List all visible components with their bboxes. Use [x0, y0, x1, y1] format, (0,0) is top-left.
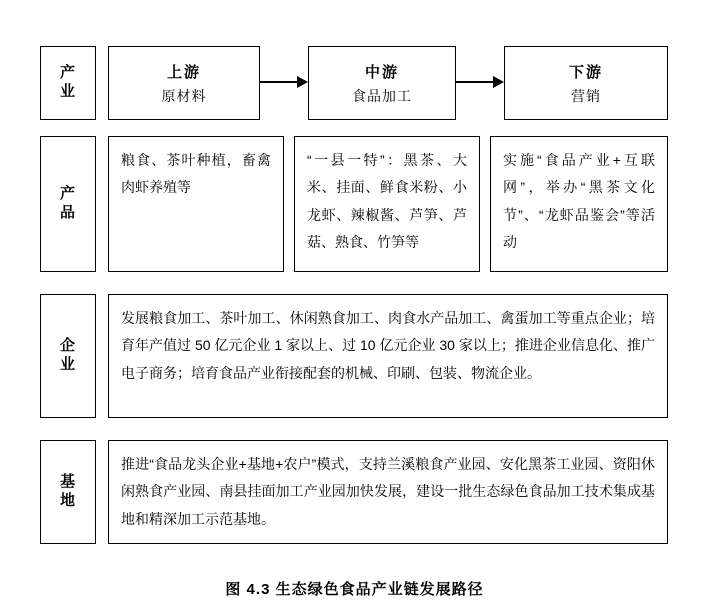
row-label-enterprise-char2: 业 — [59, 356, 76, 373]
row-label-product-char2: 品 — [59, 204, 76, 221]
row-label-industry — [40, 46, 96, 120]
stage-upstream-subtitle: 原材料 — [161, 87, 207, 104]
arrow-midstream-to-downstream — [456, 76, 504, 88]
row-label-enterprise — [40, 294, 96, 418]
row-label-product — [40, 136, 96, 272]
row-label-product-char1: 产 — [59, 185, 76, 203]
row-label-base-char1: 基 — [59, 473, 76, 491]
product-cell-midstream[interactable] — [294, 136, 480, 272]
row-label-industry-char2: 业 — [59, 83, 76, 100]
arrow-upstream-to-midstream — [260, 76, 308, 88]
enterprise-content-box[interactable] — [108, 294, 668, 418]
product-cell-upstream[interactable] — [108, 136, 284, 272]
row-label-enterprise-char1: 企 — [59, 337, 76, 355]
product-cell-downstream[interactable] — [490, 136, 668, 272]
row-label-base-char2: 地 — [59, 492, 76, 509]
stage-upstream-title: 上游 — [166, 63, 201, 81]
stage-midstream[interactable] — [308, 46, 456, 120]
enterprise-content-text: 发展粮食加工、茶叶加工、休闲熟食加工、肉食水产品加工、禽蛋加工等重点企业；培育年产值过 50 亿元企业 1 家以上、过 10 亿元企业 30 家以上；推进企业信息化、推广电子商务；培育食品产业衔接配套的机械、印刷、包装、物流企业。 — [121, 310, 655, 381]
row-label-base — [40, 440, 96, 544]
product-cell-downstream-text: 实施“食品产业+互联网”，举办“黑茶文化节”、“龙虾品鉴会”等活动 — [503, 152, 655, 250]
product-cell-upstream-text: 粮食、茶叶种植，畜禽肉虾养殖等 — [121, 152, 271, 196]
base-content-box[interactable] — [108, 440, 668, 544]
stage-upstream[interactable] — [108, 46, 260, 120]
stage-midstream-subtitle: 食品加工 — [352, 87, 412, 104]
row-label-industry-char1: 产 — [59, 64, 76, 82]
stage-downstream-subtitle: 营销 — [571, 87, 601, 104]
stage-downstream-title: 下游 — [568, 63, 603, 81]
stage-downstream[interactable] — [504, 46, 668, 120]
product-cell-midstream-text: “一县一特”：黑茶、大米、挂面、鲜食米粉、小龙虾、辣椒酱、芦笋、芦菇、熟食、竹笋等 — [307, 152, 467, 250]
base-content-text: 推进“食品龙头企业+基地+农户”模式，支持兰溪粮食产业园、安化黑茶工业园、资阳休闲熟食产业园、南县挂面加工产业园加快发展，建设一批生态绿色食品加工技术集成基地和精深加工示范基地。 — [121, 456, 655, 527]
stage-midstream-title: 中游 — [364, 63, 399, 81]
figure-caption: 图 4.3 生态绿色食品产业链发展路径 — [225, 581, 484, 598]
